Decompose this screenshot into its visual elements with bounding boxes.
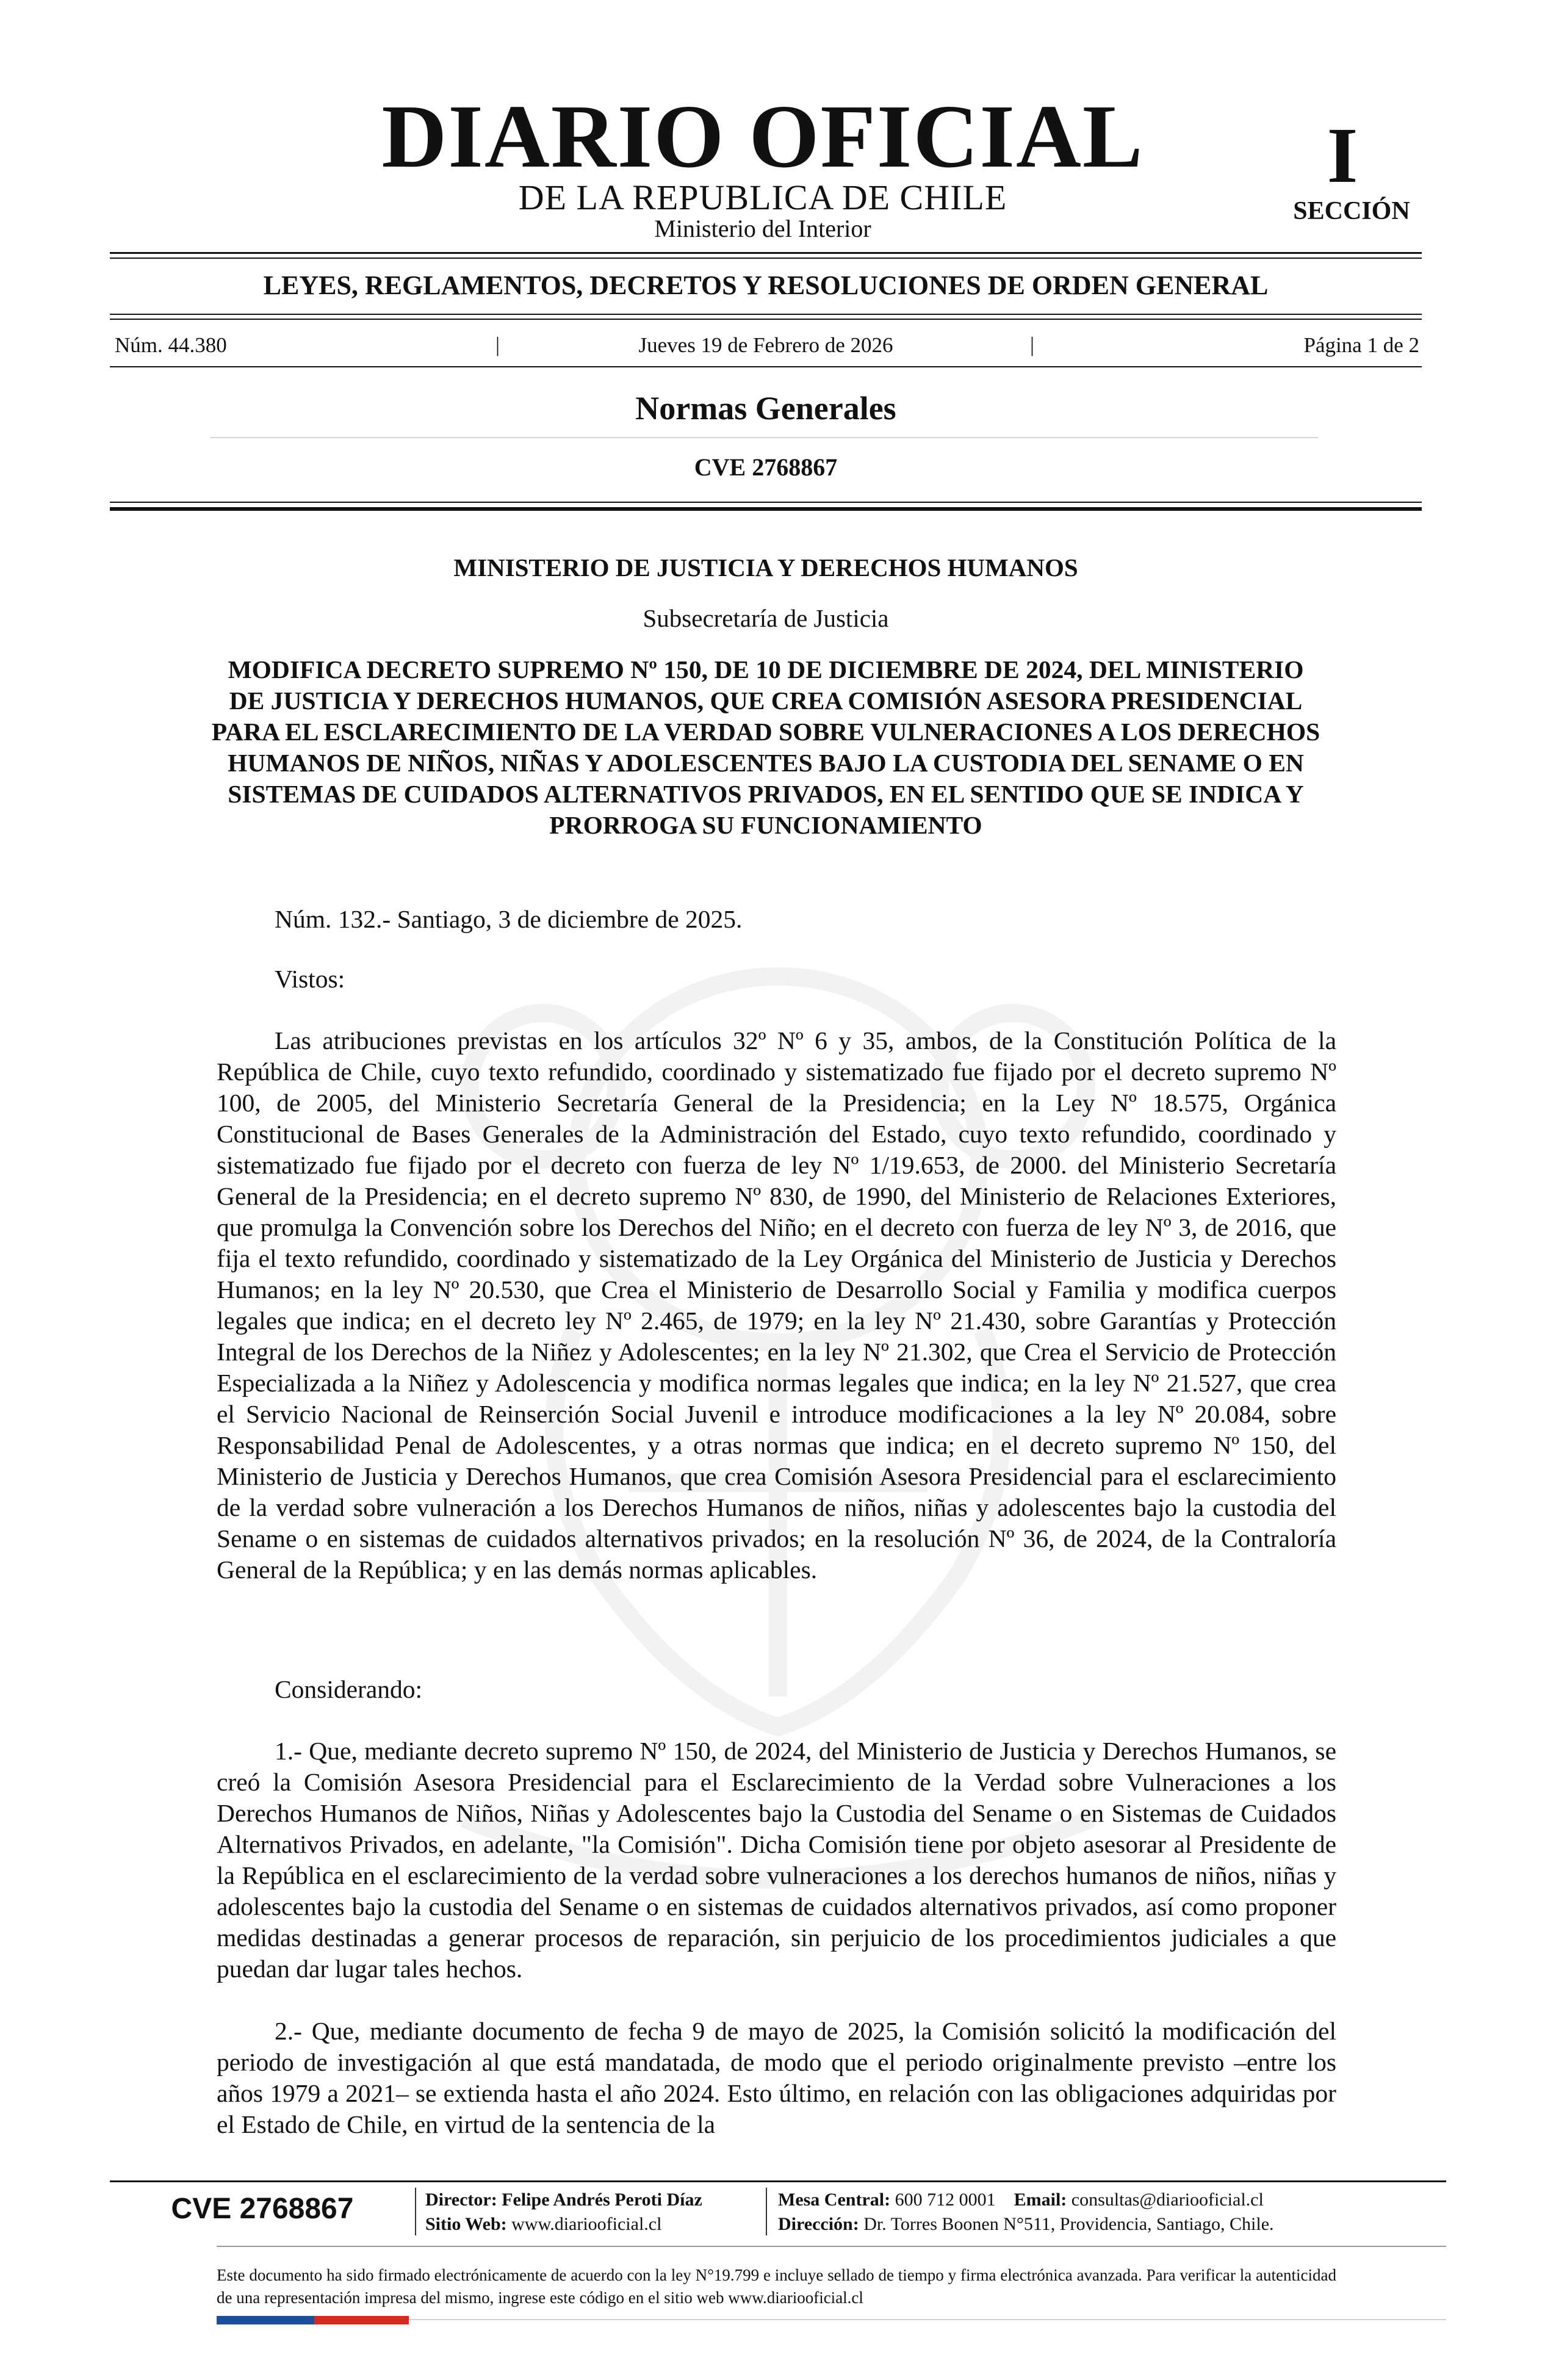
banner-rule-top <box>110 314 1422 315</box>
footer-legal-rule <box>217 2246 1446 2247</box>
considerando-2-paragraph: 2.- Que, mediante documento de fecha 9 de mayo de 2025, la Comisión solicitó la modificación del periodo de investigación al que está mandatada, de modo que el periodo originalmente previsto –entre los años 1979 a 2021– se extienda hasta el año 2024. Esto último, en relación con las obligaciones adquiridas por el Estado de Chile, en virtud de la sentencia de la <box>217 2017 1336 2138</box>
document-subsecretaria: Subsecretaría de Justicia <box>643 604 889 632</box>
flag-stripe-blue <box>217 2316 314 2324</box>
footer-address: Dirección: Dr. Torres Boonen N°511, Providencia, Santiago, Chile. <box>778 2214 1274 2234</box>
footer-director: Director: Felipe Andrés Peroti Díaz <box>425 2190 702 2210</box>
meta-separator: | <box>1030 333 1035 356</box>
website-link[interactable]: www.diariooficial.cl <box>511 2214 662 2234</box>
email-link[interactable]: consultas@diariooficial.cl <box>1071 2190 1264 2210</box>
footer-legal-notice: Este documento ha sido firmado electrónicamente de acuerdo con la ley N°19.799 e incluye sellado de tiempo y firma electrónica avanzada. Para verificar la autenticidad de una representación impresa del mismo, ingrese este código en el sitio web www.diariooficial.cl <box>217 2266 1336 2307</box>
vistos-label: Vistos: <box>275 965 345 993</box>
document-title: MODIFICA DECRETO SUPREMO Nº 150, DE 10 DE DICIEMBRE DE 2024, DEL MINISTERIO DE JUSTICIA Y DERECHOS HUMANOS, QUE CREA COMISIÓN ASESORA PRESIDENCIAL PARA EL ESCLARECIMIENTO DE LA VERDAD SOBRE VULNERACIONES A LOS DERECHOS HUMANOS DE NIÑOS, NIÑAS Y ADOLESCENTES BAJO LA CUSTODIA DEL SENAME O EN SISTEMAS DE CUIDADOS ALTERNATIVOS PRIVADOS, EN EL SENTIDO QUE SE INDICA Y PRORROGA SU FUNCIONAMIENTO <box>211 655 1320 839</box>
banner-rule-bottom <box>110 319 1422 320</box>
issue-number: Núm. 44.380 <box>115 333 227 357</box>
vistos-paragraph: Las atribuciones previstas en los artículos 32º Nº 6 y 35, ambos, de la Constitución Política de la República de Chile, cuyo texto refundido, coordinado y sistematizado fue fijado por el decreto supremo Nº 100, de 2005, del Ministerio Secretaría General de la Presidencia; en la Ley Nº 18.575, Orgánica Constitucional de Bases Generales de la Administración del Estado, cuyo texto refundido, coordinado y sistematizado fue fijado por el decreto con fuerza de ley Nº 1/19.653, de 2000. del Ministerio Secretaría General de la Presidencia; en el decreto supremo Nº 830, de 1990, del Ministerio de Relaciones Exteriores, que promulga la Convención sobre los Derechos del Niño; en el decreto con fuerza de ley Nº 3, de 2016, que fija el texto refundido, coordinado y sistematizado de la Ley Orgánica del Ministerio de Justicia y Derechos Humanos; en la ley Nº 20.530, que Crea el Ministerio de Desarrollo Social y Familia y modifica cuerpos legales que indica; en el decreto ley Nº 2.465, de 1979; en la ley Nº 21.430, sobre Garantías y Protección Integral de los Derechos de la Niñez y Adolescentes; en la ley Nº 21.302, que Crea el Servicio de Protección Especializada a la Niñez y Adolescencia y modifica normas legales que indica; en la ley Nº 21.527, que crea el Servicio Nacional de Reinserción Social Juvenil e introduce modificaciones a la ley Nº 20.084, sobre Responsabilidad Penal de Adolescentes, y a otras normas que indica; en el decreto supremo Nº 150, del Ministerio de Justicia y Derechos Humanos, que crea Comisión Asesora Presidencial para el esclarecimiento de la verdad sobre vulneración a los Derechos Humanos de niños, niñas y adolescentes bajo la custodia del Sename o en sistemas de cuidados alternativos privados; en la resolución Nº 36, de 2024, de la Contraloría General de la República; y en las demás normas aplicables. <box>217 1026 1336 1584</box>
masthead-rule-top <box>110 252 1422 254</box>
masthead-rule-bottom <box>110 258 1422 259</box>
meta-rule <box>110 366 1422 367</box>
footer-divider <box>415 2188 416 2235</box>
heading-divider <box>211 437 1318 438</box>
footer-cve-code: CVE 2768867 <box>171 2193 354 2225</box>
newspaper-subtitle: DE LA REPUBLICA DE CHILE <box>518 178 1007 217</box>
footer-website: Sitio Web: www.diariooficial.cl <box>425 2214 662 2234</box>
considerando-1-paragraph: 1.- Que, mediante decreto supremo Nº 150, de 2024, del Ministerio de Justicia y Derechos Humanos, se creó la Comisión Asesora Presidencial para el Esclarecimiento de la Verdad sobre Vulneraciones a los Derechos Humanos de Niños, Niñas y Adolescentes bajo la Custodia del Sename o en Sistemas de Cuidados Alternativos Privados, en adelante, "la Comisión". Dicha Comisión tiene por objeto asesorar al Presidente de la República en el esclarecimiento de la verdad sobre vulneraciones a los derechos humanos de niños, niñas y adolescentes bajo la custodia del Sename o en sistemas de cuidados alternativos privados, así como proponer medidas destinadas a generar procesos de reparación, sin perjuicio de los procedimientos judiciales a que puedan dar lugar tales hechos. <box>217 1737 1336 1983</box>
section-banner: LEYES, REGLAMENTOS, DECRETOS Y RESOLUCIONES DE ORDEN GENERAL <box>263 270 1269 300</box>
newspaper-title: DIARIO OFICIAL <box>381 87 1144 187</box>
page-number: Página 1 de 2 <box>1303 333 1419 357</box>
document-ministry: MINISTERIO DE JUSTICIA Y DERECHOS HUMANOS <box>453 554 1078 582</box>
considerando-label: Considerando: <box>275 1675 423 1703</box>
meta-separator: | <box>495 333 500 356</box>
flag-stripe-red <box>314 2316 409 2324</box>
header-rule-top <box>110 502 1422 503</box>
footer-contact: Mesa Central: 600 712 0001 Email: consultas@diariooficial.cl <box>778 2190 1264 2210</box>
header-rule-bottom <box>110 507 1422 511</box>
footer-divider <box>766 2188 767 2235</box>
issue-date: Jueves 19 de Febrero de 2026 <box>638 333 893 357</box>
decree-number-line: Núm. 132.- Santiago, 3 de diciembre de 2025. <box>275 905 743 933</box>
section-number: I <box>1327 112 1358 200</box>
flag-stripe-line <box>409 2319 1446 2320</box>
footer-rule <box>110 2180 1446 2182</box>
section-label: SECCIÓN <box>1293 197 1410 225</box>
newspaper-ministry: Ministerio del Interior <box>654 215 871 242</box>
cve-code: CVE 2768867 <box>694 453 838 481</box>
section-heading: Normas Generales <box>635 390 896 427</box>
